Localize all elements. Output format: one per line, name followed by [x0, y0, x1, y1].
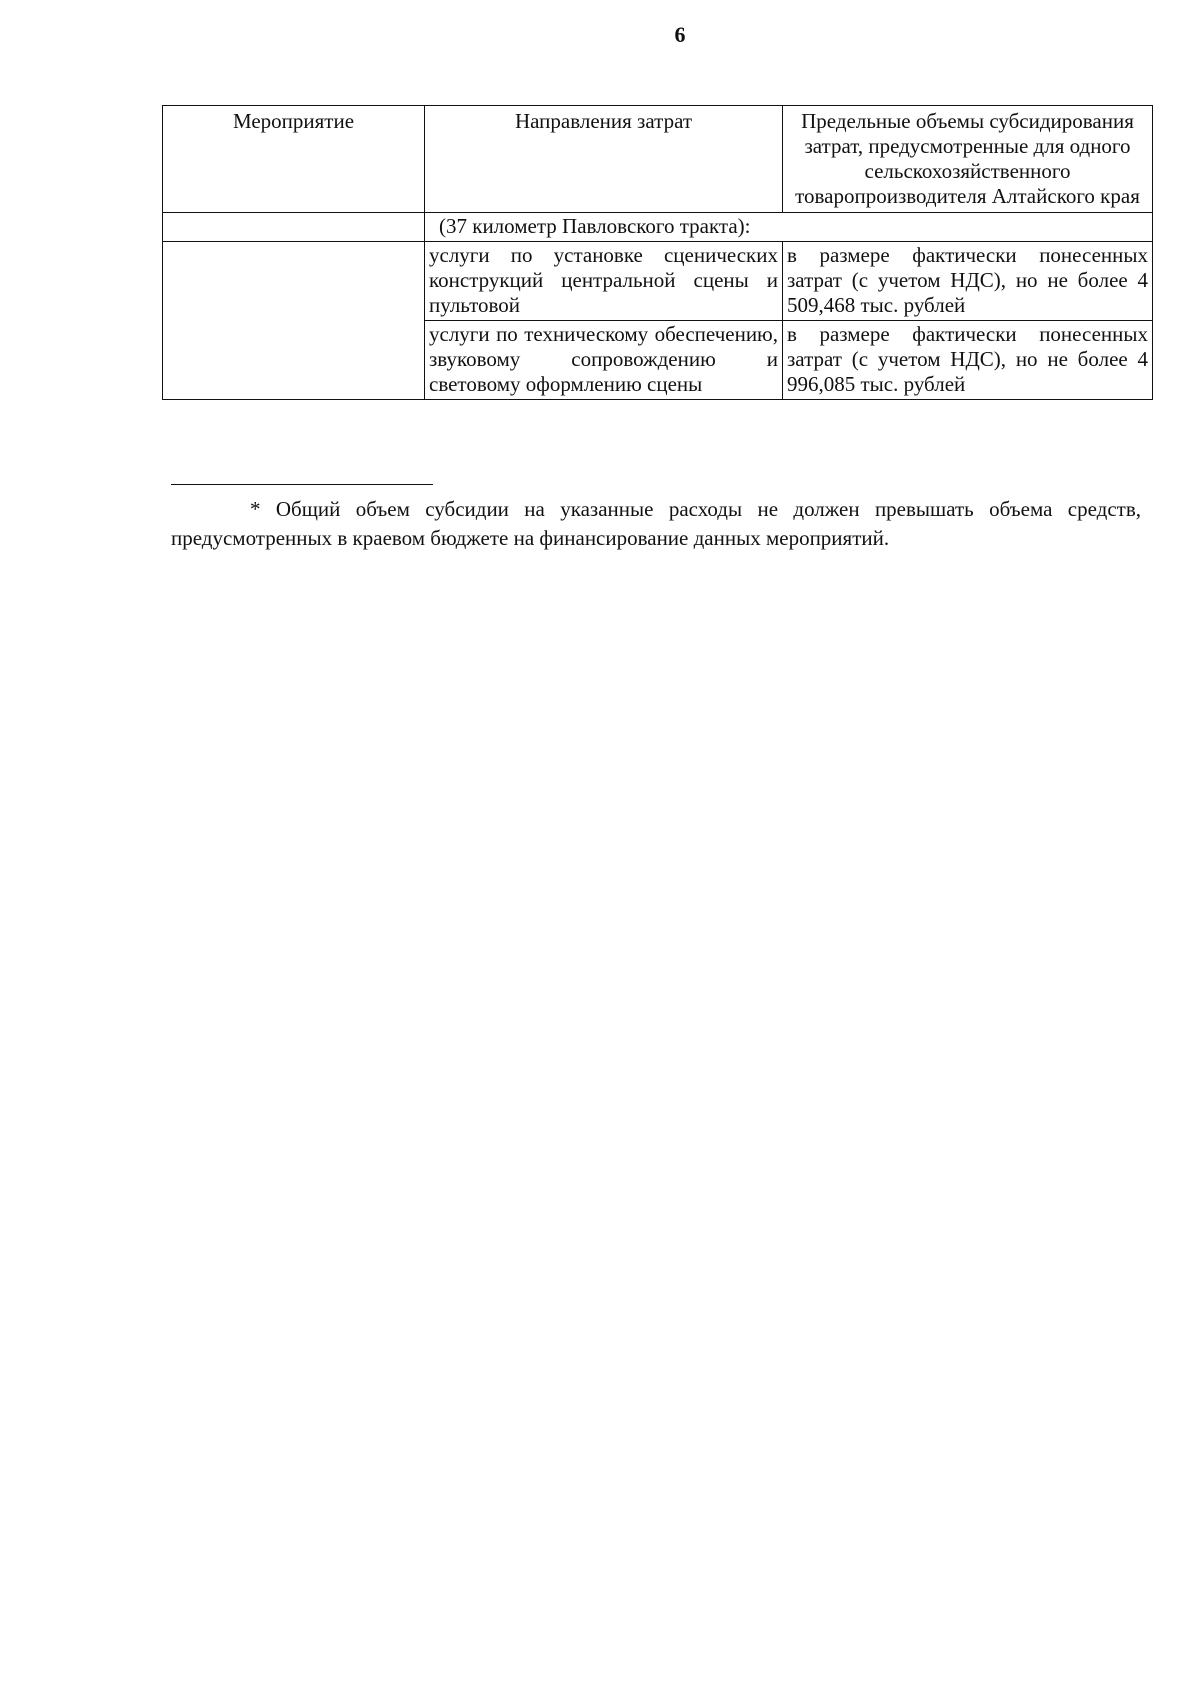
table-row: [163, 242, 1153, 321]
footnote-text: * Общий объем субсидии на указанные расходы не должен превышать объема средств, предусмотренных в краевом бюджете на финансирование данных мероприятий.: [171, 497, 1141, 550]
header-event: Мероприятие: [163, 106, 425, 213]
continued-empty-cell: [163, 213, 425, 242]
footnote: [171, 495, 1141, 553]
direction-cell: услуги по установке сценических конструкций центральной сцены и пультовой: [425, 242, 783, 321]
event-cell: [163, 242, 425, 400]
limit-cell: в размере фактически понесенных затрат (с учетом НДС), но не более 4 509,468 тыс. рублей: [783, 242, 1153, 321]
footnote-separator: [171, 484, 433, 485]
page-number: [80, 22, 1200, 48]
header-limit: Предельные объемы субсидирования затрат, предусмотренные для одного сельскохозяйственного товаропроизводителя Алтайского края: [783, 106, 1153, 213]
limit-cell: в размере фактически понесенных затрат (с учетом НДС), но не более 4 996,085 тыс. рублей: [783, 321, 1153, 400]
table-header-row: [163, 106, 1153, 213]
subsidy-table: [162, 105, 1153, 400]
page-number-text: 6: [674, 22, 686, 47]
continued-text: (37 километр Павловского тракта):: [425, 213, 1153, 242]
direction-cell: услуги по техническому обеспечению, звуковому сопровождению и световому оформлению сцены: [425, 321, 783, 400]
table-row-continued: [163, 213, 1153, 242]
header-direction: Направления затрат: [425, 106, 783, 213]
